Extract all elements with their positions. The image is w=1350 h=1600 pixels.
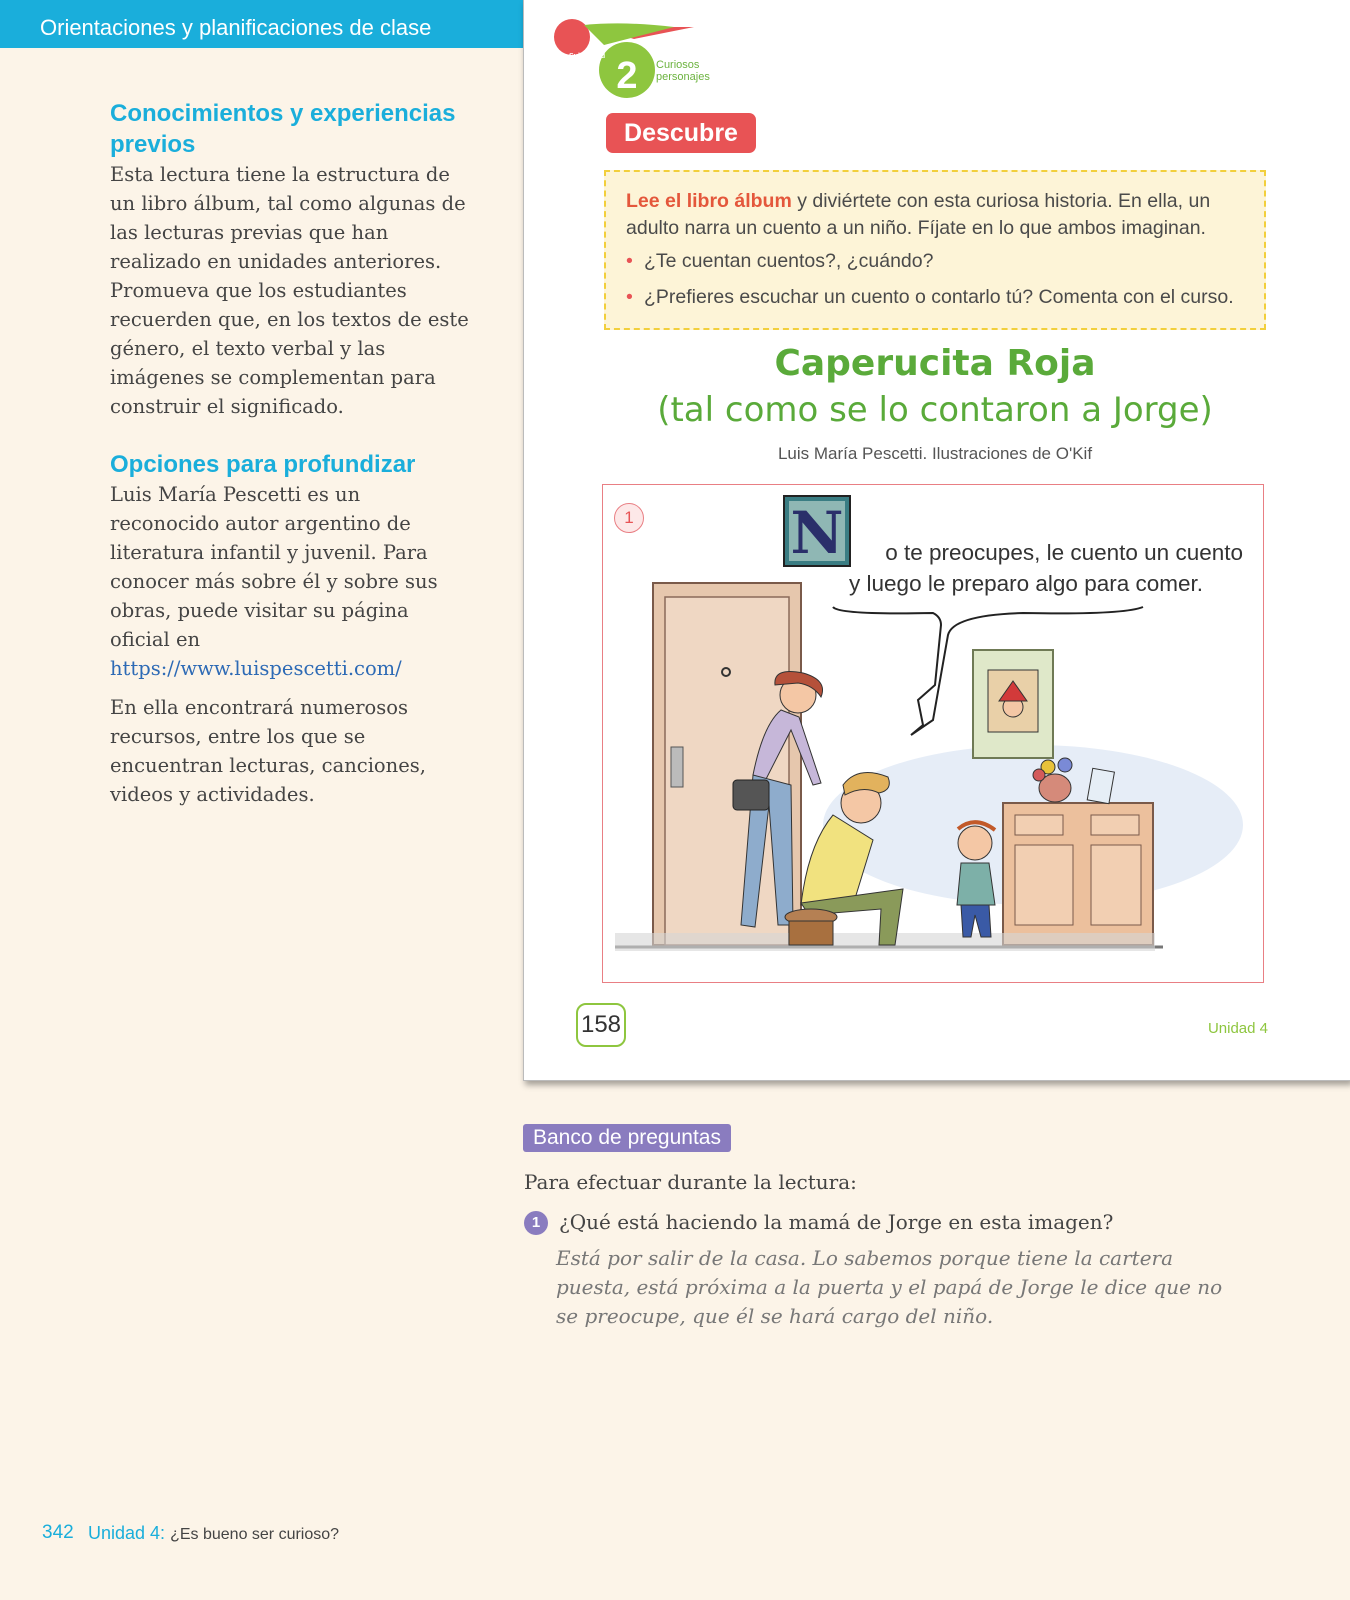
descubre-label: Descubre [606,113,756,153]
subunit-label: Subunidad [569,53,606,60]
discover-box [604,170,1266,330]
pescetti-link[interactable]: https://www.luispescetti.com/ [110,657,402,680]
unit-footer: Unidad 4 [1207,1020,1268,1037]
illustration-number: 1 [614,503,644,533]
question-answer: Está por salir de la casa. Lo sabemos porque tiene la cartera puesta, está próxima a la puerta y el papá de Jorge le dice que no se preocupe, que él se hará cargo del niño. [556,1246,1223,1328]
subunit-number: 2 [616,55,638,97]
story-title: Caperucita Roja [774,343,1096,384]
subunit-name: Curiosos personajes [656,59,710,83]
subunit-badge [544,15,744,100]
guide-column [110,98,470,819]
header-title: Orientaciones y planificaciones de clase [0,0,523,48]
page-number: 158 [576,1003,626,1047]
discover-text: y diviértete con esta curiosa historia. En ella, un adulto narra un cuento a un niño. Fíjate en lo que ambos imaginan. [626,190,1211,239]
drop-cap-letter: N [790,499,844,567]
section-title-profundizar: Opciones para profundizar [110,451,416,478]
section-body-previos: Esta lectura tiene la estructura de un libro álbum, tal como algunas de las lecturas previas que han realizado en unidades anteriores. Promueva que los estudiantes recuerden que, en los textos de este género, el texto verbal y las imágenes se complementan para construir el significado. [110,163,469,418]
speech-line: y luego le preparo algo para comer. [849,571,1203,596]
discover-highlight: Lee el libro álbum [626,190,792,212]
story-author: Luis María Pescetti. Ilustraciones de O'Kif [777,444,1093,463]
question-text: ¿Qué está haciendo la mamá de Jorge en esta imagen? [559,1210,1114,1234]
textbook-page [523,0,1350,1081]
footer-unit-label: Unidad 4: [88,1523,166,1543]
illustration-frame [602,484,1264,983]
question-number-badge: 1 [524,1211,548,1235]
section-body-recursos: En ella encontrará numerosos recursos, entre los que se encuentran lecturas, canciones, videos y actividades. [110,696,426,806]
footer-page-number: 342 [42,1522,74,1543]
banco-preguntas-tag: Banco de preguntas [523,1124,731,1152]
section-body-profundizar [110,480,470,683]
footer-unit-title: ¿Es bueno ser curioso? [170,1526,340,1543]
discover-paragraph [626,188,1244,242]
speech-text [823,537,1243,599]
speech-line: o te preocupes, le cuento un cuento [885,540,1243,565]
section-title-previos: Conocimientos y experiencias previos [110,100,456,158]
discover-bullet: • ¿Prefieres escuchar un cuento o contarlo tú? Comenta con el curso. [626,284,1244,311]
banco-intro: Para efectuar durante la lectura: [524,1170,857,1194]
story-subtitle: (tal como se lo contaron a Jorge) [657,390,1213,430]
discover-list [626,248,1244,311]
profundizar-text: Luis María Pescetti es un reconocido autor argentino de literatura infantil y juvenil. Para conocer más sobre él y sobre sus obras, puede visitar su página oficial en [110,483,438,651]
footer-unit [88,1523,339,1544]
discover-bullet: • ¿Te cuentan cuentos?, ¿cuándo? [626,248,1244,275]
